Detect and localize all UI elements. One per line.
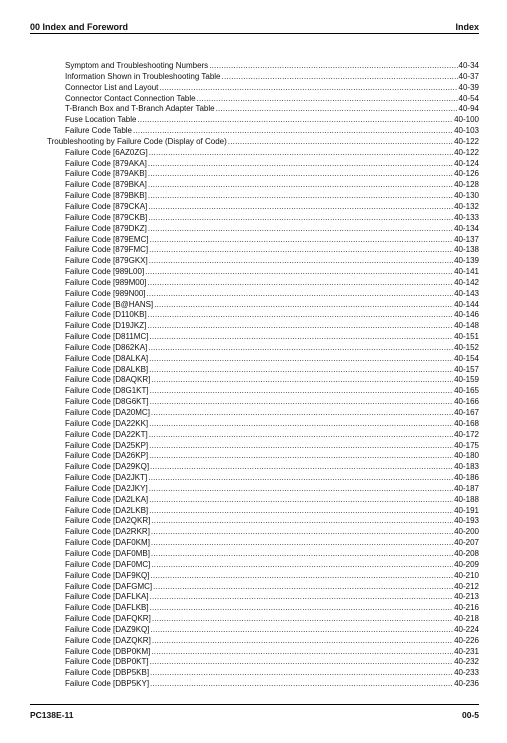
dot-leader	[149, 245, 453, 256]
header-rule	[30, 33, 479, 34]
toc-entry-title: Failure Code [DBP5KB]	[65, 668, 150, 678]
toc-entry-title: Troubleshooting by Failure Code (Display of Code)	[47, 136, 227, 146]
toc-entry[interactable]	[0, 538, 507, 549]
toc-entry[interactable]	[0, 571, 507, 582]
toc-entry-page: 40-141	[454, 267, 479, 277]
toc-entry[interactable]	[0, 657, 507, 668]
toc-entry-page: 40-191	[454, 505, 479, 515]
toc-entry[interactable]	[0, 375, 507, 386]
dot-leader	[151, 527, 453, 538]
toc-entry-page: 40-132	[454, 201, 479, 211]
toc-entry-page: 40-128	[454, 180, 479, 190]
dot-leader	[149, 451, 453, 462]
toc-entry[interactable]	[0, 549, 507, 560]
toc-entry-title: Failure Code [DA2LKB]	[65, 505, 149, 515]
dot-leader	[150, 668, 453, 679]
toc-entry-title: Failure Code [DA22KK]	[65, 418, 149, 428]
toc-entry[interactable]	[0, 300, 507, 311]
toc-entry-page: 40-148	[454, 321, 479, 331]
toc-entry-title: Failure Code [DAF9KQ]	[65, 570, 150, 580]
toc-entry[interactable]	[0, 462, 507, 473]
toc-entry[interactable]	[0, 278, 507, 289]
toc-entry-page: 40-100	[454, 115, 479, 125]
toc-entry-title: Failure Code [989M00]	[65, 277, 147, 287]
dot-leader	[133, 126, 453, 137]
toc-entry-page: 40-146	[454, 310, 479, 320]
dot-leader	[151, 560, 453, 571]
toc-entry[interactable]	[0, 72, 507, 83]
toc-entry-title: T-Branch Box and T-Branch Adapter Table	[65, 104, 215, 114]
dot-leader	[148, 202, 453, 213]
toc-entry-page: 40-188	[454, 494, 479, 504]
dot-leader	[148, 180, 453, 191]
toc-entry-title: Failure Code [6AZ0ZG]	[65, 147, 148, 157]
dot-leader	[150, 592, 453, 603]
toc-entry-page: 40-166	[454, 397, 479, 407]
dot-leader	[149, 148, 453, 159]
toc-entry-page: 40-165	[454, 386, 479, 396]
toc-entry-page: 40-218	[454, 614, 479, 624]
toc-entry-page: 40-226	[454, 635, 479, 645]
toc-entry-title: Failure Code [D8ALKA]	[65, 353, 149, 363]
toc-entry-page: 40-143	[454, 288, 479, 298]
toc-entry-page: 40-130	[454, 191, 479, 201]
toc-entry-title: Failure Code [DA20MC]	[65, 408, 150, 417]
toc-entry[interactable]	[0, 94, 507, 105]
toc-entry[interactable]	[0, 506, 507, 517]
toc-entry[interactable]	[0, 148, 507, 159]
dot-leader	[150, 603, 453, 614]
dot-leader	[151, 375, 453, 386]
footer-rule	[30, 704, 479, 705]
dot-leader	[151, 538, 453, 549]
toc-entry[interactable]	[0, 647, 507, 658]
toc-entry-title: Failure Code [D8AQKR]	[65, 375, 151, 385]
toc-entry-title: Failure Code [DA26KP]	[65, 451, 149, 461]
toc-entry[interactable]	[0, 419, 507, 430]
toc-entry[interactable]	[0, 365, 507, 376]
toc-entry-title: Symptom and Troubleshooting Numbers	[65, 61, 209, 70]
section-title: 00 Index and Foreword	[30, 22, 129, 32]
dot-leader	[150, 657, 453, 668]
toc-entry-title: Failure Code [DBP0KM]	[65, 646, 151, 656]
toc-entry-page: 40-207	[454, 538, 479, 548]
toc-entry-title: Failure Code [879CKB]	[65, 212, 148, 222]
dot-leader	[150, 625, 453, 636]
dot-leader	[150, 397, 453, 408]
toc-entry[interactable]	[0, 202, 507, 213]
toc-entry-title: Failure Code [879EMC]	[65, 234, 149, 244]
toc-entry-page: 40-126	[454, 169, 479, 179]
toc-entry-title: Failure Code [DBP0KT]	[65, 657, 149, 667]
dot-leader	[147, 278, 453, 289]
dot-leader	[149, 354, 453, 365]
toc-entry[interactable]	[0, 159, 507, 170]
toc-entry-title: Failure Code [879BKA]	[65, 180, 147, 190]
toc-entry[interactable]	[0, 668, 507, 679]
toc-entry-page: 40-37	[458, 71, 479, 81]
model-number: PC138E-11	[30, 710, 74, 720]
dot-leader	[153, 582, 453, 593]
dot-leader	[150, 462, 453, 473]
toc-entry-title: Failure Code [D110KB]	[65, 310, 147, 320]
toc-entry-page: 40-213	[454, 592, 479, 602]
toc-entry-page: 40-157	[454, 364, 479, 374]
toc-entry-title: Failure Code [DA2LKA]	[65, 494, 149, 504]
toc-entry-page: 40-193	[454, 516, 479, 526]
toc-entry-page: 40-133	[454, 212, 479, 222]
toc-entry-title: Failure Code [D19JKZ]	[65, 321, 147, 331]
toc-entry-title: Fuse Location Table	[65, 115, 137, 125]
dot-leader	[147, 289, 454, 300]
toc-entry[interactable]	[0, 61, 507, 72]
dot-leader	[148, 191, 453, 202]
toc-entry-title: Failure Code [DAFLKA]	[65, 592, 149, 602]
toc-entry-page: 40-34	[458, 61, 479, 70]
toc-entry[interactable]	[0, 310, 507, 321]
dot-leader	[159, 83, 457, 94]
toc-entry[interactable]	[0, 169, 507, 180]
toc-section-entry[interactable]	[0, 137, 507, 148]
toc-entry-page: 40-186	[454, 473, 479, 483]
dot-leader	[149, 506, 453, 517]
header-index-label: Index	[455, 22, 479, 32]
toc-entry-title: Information Shown in Troubleshooting Table	[65, 71, 221, 81]
dot-leader	[148, 213, 453, 224]
toc-entry[interactable]	[0, 267, 507, 278]
toc-entry-page: 40-200	[454, 527, 479, 537]
dot-leader	[151, 647, 453, 658]
dot-leader	[149, 365, 453, 376]
page-footer	[30, 710, 479, 724]
toc-entry[interactable]	[0, 527, 507, 538]
dot-leader	[148, 473, 453, 484]
toc-entry[interactable]	[0, 126, 507, 137]
toc-entry-title: Failure Code [D8G6KT]	[65, 397, 149, 407]
toc-entry-page: 40-103	[454, 126, 479, 136]
dot-leader	[151, 549, 453, 560]
toc-entry-title: Failure Code [DA2JKY]	[65, 483, 148, 493]
toc-entry[interactable]	[0, 397, 507, 408]
toc-entry-title: Failure Code [DAFQKR]	[65, 614, 151, 624]
dot-leader	[151, 408, 453, 419]
toc-entry-title: Failure Code [DAFGMC]	[65, 581, 153, 591]
toc-entry[interactable]	[0, 614, 507, 625]
toc-entry-title: Failure Code [DA2JKT]	[65, 473, 148, 483]
toc-entry-page: 40-175	[454, 440, 479, 450]
toc-entry-page: 40-122	[454, 147, 479, 157]
toc-entry[interactable]	[0, 180, 507, 191]
toc-entry-page: 40-209	[454, 559, 479, 569]
toc-entry-title: Failure Code [D811MC]	[65, 332, 149, 342]
toc-entry-title: Failure Code [DAF0MC]	[65, 559, 151, 569]
page-header	[30, 18, 479, 32]
toc-entry-title: Failure Code Table	[65, 126, 133, 136]
dot-leader	[197, 94, 458, 105]
toc-entry[interactable]	[0, 636, 507, 647]
toc-entry-page: 40-154	[454, 353, 479, 363]
toc-entry-title: Failure Code [D8ALKB]	[65, 364, 149, 374]
toc-entry-title: Failure Code [879BKB]	[65, 191, 147, 201]
toc-entry-title: Failure Code [989L00]	[65, 267, 145, 277]
dot-leader	[152, 636, 453, 647]
dot-leader	[151, 516, 453, 527]
toc-entry[interactable]	[0, 332, 507, 343]
toc-entry[interactable]	[0, 603, 507, 614]
dot-leader	[149, 332, 453, 343]
toc-entry-title: Failure Code [D862KA]	[65, 342, 148, 352]
dot-leader	[228, 137, 453, 148]
dot-leader	[150, 235, 453, 246]
toc-entry-title: Failure Code [879FMC]	[65, 245, 149, 255]
toc-entry[interactable]	[0, 592, 507, 603]
toc-entry[interactable]	[0, 289, 507, 300]
toc-entry-title: Failure Code [989N00]	[65, 288, 146, 298]
toc-entry-page: 40-187	[454, 483, 479, 493]
dot-leader	[154, 300, 453, 311]
toc-entry[interactable]	[0, 582, 507, 593]
toc-entry-title: Failure Code [D8G1KT]	[65, 386, 149, 396]
toc-entry-title: Failure Code [DBP5KY]	[65, 679, 150, 689]
toc-entry[interactable]	[0, 83, 507, 94]
dot-leader	[152, 614, 453, 625]
toc-entry-title: Failure Code [B@HANS]	[65, 299, 154, 309]
toc-entry-page: 40-180	[454, 451, 479, 461]
toc-entry[interactable]	[0, 430, 507, 441]
toc-entry-title: Failure Code [879DKZ]	[65, 223, 147, 233]
toc-entry[interactable]	[0, 245, 507, 256]
toc-entry-page: 40-236	[454, 679, 479, 689]
toc-entry[interactable]	[0, 354, 507, 365]
dot-leader	[149, 441, 453, 452]
toc-entry[interactable]	[0, 191, 507, 202]
toc-entry-title: Connector Contact Connection Table	[65, 93, 196, 103]
toc-entry[interactable]	[0, 224, 507, 235]
toc-entry-page: 40-152	[454, 342, 479, 352]
toc-entry-page: 40-172	[454, 429, 479, 439]
toc-entry-page: 40-144	[454, 299, 479, 309]
dot-leader	[149, 419, 453, 430]
toc-entry[interactable]	[0, 473, 507, 484]
toc-entry-title: Failure Code [DA29KQ]	[65, 462, 150, 472]
toc-entry-page: 40-134	[454, 223, 479, 233]
toc-entry[interactable]	[0, 235, 507, 246]
toc-entry-page: 40-224	[454, 624, 479, 634]
toc-entry-page: 40-137	[454, 234, 479, 244]
toc-entry-page: 40-139	[454, 256, 479, 266]
toc-entry-page: 40-138	[454, 245, 479, 255]
dot-leader	[148, 310, 453, 321]
toc-entry-title: Failure Code [879AKB]	[65, 169, 147, 179]
toc-entry-title: Failure Code [DAF0MB]	[65, 548, 150, 558]
toc-entry-page: 40-151	[454, 332, 479, 342]
toc-entry[interactable]	[0, 343, 507, 354]
dot-leader	[150, 386, 453, 397]
toc-entry[interactable]	[0, 451, 507, 462]
dot-leader	[147, 321, 453, 332]
toc-entry-page: 40-212	[454, 581, 479, 591]
toc-entry-page: 40-159	[454, 375, 479, 385]
dot-leader	[149, 495, 453, 506]
page-number: 00-5	[461, 710, 479, 720]
toc-entry-page: 40-233	[454, 668, 479, 678]
toc-entry-page: 40-142	[454, 277, 479, 287]
toc-entry-page: 40-124	[454, 158, 479, 168]
toc-entry[interactable]	[0, 441, 507, 452]
table-of-contents	[0, 61, 507, 690]
dot-leader	[145, 267, 453, 278]
toc-entry-title: Failure Code [879AKA]	[65, 158, 147, 168]
dot-leader	[150, 679, 453, 690]
toc-entry-page: 40-208	[454, 548, 479, 558]
toc-entry[interactable]	[0, 213, 507, 224]
toc-entry-title: Failure Code [879GKX]	[65, 256, 148, 266]
toc-entry[interactable]	[0, 625, 507, 636]
toc-entry[interactable]	[0, 115, 507, 126]
dot-leader	[149, 484, 453, 495]
toc-entry-page: 40-232	[454, 657, 479, 667]
toc-entry-page: 40-167	[454, 408, 479, 417]
toc-entry-title: Failure Code [DA22KT]	[65, 429, 148, 439]
toc-entry-page: 40-216	[454, 603, 479, 613]
toc-entry-title: Failure Code [DA2RKR]	[65, 527, 150, 537]
toc-entry-page: 40-210	[454, 570, 479, 580]
toc-entry-title: Failure Code [DAFLKB]	[65, 603, 149, 613]
toc-entry[interactable]	[0, 484, 507, 495]
dot-leader	[137, 115, 453, 126]
dot-leader	[149, 256, 453, 267]
dot-leader	[150, 571, 453, 582]
dot-leader	[216, 104, 458, 115]
toc-entry-page: 40-39	[458, 82, 479, 92]
dot-leader	[148, 343, 453, 354]
dot-leader	[149, 430, 453, 441]
dot-leader	[148, 159, 453, 170]
dot-leader	[148, 169, 453, 180]
toc-entry-title: Connector List and Layout	[65, 82, 159, 92]
toc-entry-page: 40-122	[454, 136, 479, 146]
toc-entry-page: 40-94	[458, 104, 479, 114]
toc-entry[interactable]	[0, 386, 507, 397]
dot-leader	[209, 61, 457, 72]
toc-entry-title: Failure Code [879CKA]	[65, 201, 148, 211]
toc-entry[interactable]	[0, 408, 507, 419]
toc-entry[interactable]	[0, 560, 507, 571]
toc-entry-page: 40-183	[454, 462, 479, 472]
toc-entry-page: 40-54	[458, 93, 479, 103]
toc-entry-title: Failure Code [DAF0KM]	[65, 538, 150, 548]
toc-entry[interactable]	[0, 104, 507, 115]
toc-entry-page: 40-168	[454, 418, 479, 428]
toc-entry-page: 40-231	[454, 646, 479, 656]
dot-leader	[148, 224, 453, 235]
dot-leader	[222, 72, 458, 83]
toc-entry-title: Failure Code [DAZ9KQ]	[65, 624, 150, 634]
toc-entry-title: Failure Code [DA2QKR]	[65, 516, 151, 526]
toc-entry-title: Failure Code [DA25KP]	[65, 440, 149, 450]
toc-entry[interactable]	[0, 516, 507, 527]
toc-entry[interactable]	[0, 679, 507, 690]
toc-entry[interactable]	[0, 495, 507, 506]
toc-entry[interactable]	[0, 321, 507, 332]
toc-entry[interactable]	[0, 256, 507, 267]
toc-entry-title: Failure Code [DAZQKR]	[65, 635, 151, 645]
